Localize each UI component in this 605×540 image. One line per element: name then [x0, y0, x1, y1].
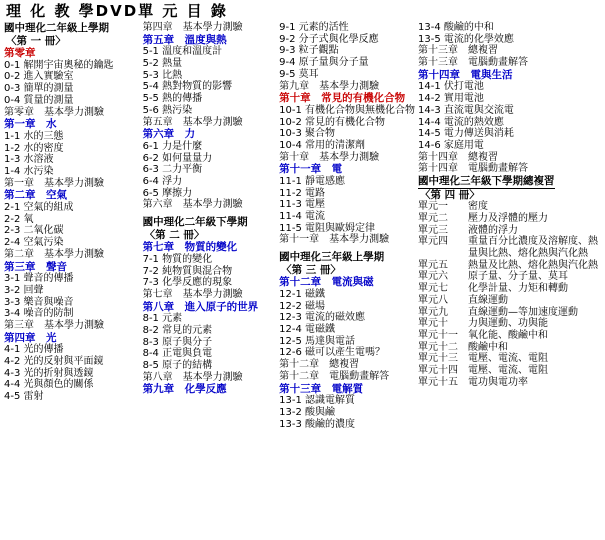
- list-item: 單元十 力與運動、功與能: [418, 318, 548, 330]
- list-item: 第七章 基本學力測驗: [142, 288, 243, 300]
- list-item: 9-5 莫耳: [279, 68, 319, 80]
- list-item: 0-3 簡單的測量: [4, 83, 74, 95]
- list-item: 14-6 家庭用電: [418, 139, 484, 151]
- list-item: 3-3 樂音與噪音: [4, 296, 74, 308]
- chapter-heading: 第十一章 電: [279, 163, 343, 176]
- list-item: 11-3 電壓: [279, 199, 325, 211]
- chapter-heading: 第五章 溫度與熱: [142, 33, 227, 46]
- chapter-heading: 第十二章 電流與磁: [279, 276, 374, 289]
- book-heading-text: 國中理化三年級下學期總複習: [418, 175, 555, 188]
- list-item: 14-5 電力傳送與消耗: [418, 128, 514, 140]
- list-item: 單元十一 氧化能、酸鹼中和: [418, 329, 548, 341]
- list-item: 2-3 二氧化碳: [4, 225, 64, 237]
- list-item: 6-4 浮力: [142, 175, 183, 187]
- list-item: 單元八 直線運動: [418, 294, 508, 306]
- list-item: 14-3 直流電與交流電: [418, 104, 514, 116]
- list-item: 9-2 分子式與化學反應: [279, 33, 379, 45]
- list-item: 第六章 基本學力測驗: [142, 199, 243, 211]
- list-item: 11-5 電阻與歐姆定律: [279, 222, 375, 234]
- list-item: 單元四 重量百分比濃度及溶解度、熱: [418, 236, 598, 248]
- list-item: 2-4 空氣污染: [4, 237, 64, 249]
- list-item: 6-1 力是什麼: [142, 140, 203, 152]
- list-item: 2-2 氧: [4, 213, 34, 225]
- list-item: 第十三章 電腦動畫解答: [418, 57, 528, 69]
- list-item: 8-2 常見的元素: [142, 324, 213, 336]
- list-item: 單元三 液體的浮力: [418, 224, 518, 236]
- list-item: 11-1 靜電感應: [279, 175, 345, 187]
- list-item: 13-5 電流的化學效應: [418, 33, 514, 45]
- list-item: 第三章 基本學力測驗: [4, 319, 104, 331]
- list-item: 9-3 粒子觀點: [279, 45, 339, 57]
- list-item: 12-2 磁場: [279, 300, 325, 312]
- list-item: 9-4 原子量與分子量: [279, 57, 369, 69]
- chapter-heading: 第二章 空氣: [4, 189, 67, 202]
- list-item: 第十二章 總複習: [279, 359, 360, 371]
- list-item: 1-3 水溶液: [4, 154, 54, 166]
- chapter-heading: 第九章 化學反應: [142, 383, 227, 396]
- list-item: 第十四章 電腦動畫解答: [418, 163, 528, 175]
- catalog-column-4: [418, 22, 601, 388]
- list-item: 3-4 噪音的防制: [4, 308, 74, 320]
- list-item: 4-1 光的傳播: [4, 344, 64, 356]
- volume-heading: 〈第 三 冊〉: [281, 263, 341, 276]
- list-item: 8-4 正電與負電: [142, 348, 213, 360]
- list-item: 6-5 摩擦力: [142, 187, 193, 199]
- list-item: 單元五 熱量及比熱、熔化熱與汽化熱: [418, 259, 598, 271]
- list-item: 5-2 熱量: [142, 58, 183, 69]
- list-item: 8-5 原子的結構: [142, 360, 213, 372]
- list-item: 第五章 基本學力測驗: [142, 116, 243, 128]
- list-item: 12-3 電流的磁效應: [279, 312, 365, 324]
- list-item: 4-3 光的折射與透鏡: [4, 367, 94, 379]
- list-item: 5-3 比熱: [142, 69, 183, 81]
- list-item: 單元十五 電功與電功率: [418, 376, 528, 388]
- chapter-heading: 第六章 力: [142, 128, 196, 141]
- list-item: 12-6 磁可以產生電嗎？: [279, 347, 385, 359]
- catalog-column-1: [4, 22, 140, 403]
- list-item: 5-5 熱的傳播: [142, 93, 203, 105]
- list-item: 0-2 進入實驗室: [4, 71, 74, 83]
- list-item: 7-3 化學反應的現象: [142, 277, 233, 289]
- list-item: 1-4 水污染: [4, 166, 54, 177]
- list-item: 單元十二 酸鹼中和: [418, 341, 508, 353]
- list-item: 第十章 基本學力測驗: [279, 151, 380, 163]
- chapter-heading: 第十三章 電解質: [279, 382, 364, 395]
- page-title: 理 化 教 學DVD單 元 目 錄: [6, 2, 228, 20]
- list-item: 13-4 酸鹼的中和: [418, 22, 494, 33]
- list-item: 13-3 酸鹼的濃度: [279, 418, 355, 430]
- list-item: 10-4 常用的清潔劑: [279, 139, 365, 151]
- list-item: 第四章 基本學力測驗: [142, 22, 243, 33]
- list-item: 第八章 基本學力測驗: [142, 371, 243, 383]
- list-item: 14-1 伏打電池: [418, 81, 484, 93]
- list-item: 9-1 元素的活性: [279, 22, 349, 33]
- book-heading: 國中理化二年級下學期: [142, 216, 248, 229]
- list-item: 14-2 實用電池: [418, 93, 484, 105]
- chapter-heading: 第十章 常見的有機化合物: [279, 92, 406, 105]
- list-item: 11-4 電流: [279, 211, 325, 223]
- catalog-column-3: [276, 22, 418, 430]
- list-item: 5-1 溫度和溫度計: [142, 46, 223, 58]
- list-item: 0-4 質量的測量: [4, 94, 74, 106]
- list-item: 單元六 原子量、分子量、莫耳: [418, 271, 568, 283]
- list-item: 1-2 水的密度: [4, 142, 64, 154]
- chapter-heading: 第七章 物質的變化: [142, 241, 238, 254]
- chapter-heading: 第零章: [4, 47, 36, 60]
- chapter-heading: 第十四章 電與生活: [418, 68, 513, 81]
- list-item: 3-2 回聲: [4, 284, 44, 296]
- list-item: 13-2 酸與鹼: [279, 406, 335, 418]
- list-item: 單元十四 電壓、電流、電阻: [418, 365, 548, 377]
- list-item: 第十四章 總複習: [418, 151, 498, 163]
- list-item: 5-4 熱對物質的影響: [142, 81, 233, 93]
- list-item: 11-2 電路: [279, 187, 325, 199]
- volume-heading: 〈第 二 冊〉: [144, 228, 205, 241]
- list-item: 第零章 基本學力測驗: [4, 106, 104, 118]
- list-item: 4-4 光與顏色的關係: [4, 379, 94, 391]
- list-item: 第二章 基本學力測驗: [4, 248, 104, 260]
- list-item: 10-3 聚合物: [279, 128, 335, 140]
- chapter-heading: 第四章 光: [4, 331, 57, 344]
- list-item: 10-2 常見的有機化合物: [279, 116, 385, 128]
- list-item: 4-2 光的反射與平面鏡: [4, 355, 104, 367]
- list-item: 5-6 熱污染: [142, 104, 193, 116]
- list-item: 1-1 水的三態: [4, 130, 64, 142]
- list-item: 7-1 物質的變化: [142, 253, 213, 265]
- list-item: 12-1 磁鐵: [279, 288, 325, 300]
- list-item: 單元二 壓力及浮體的壓力: [418, 212, 548, 224]
- catalog-columns: [4, 22, 601, 430]
- list-item: 單元九 直線運動—等加速度運動: [418, 306, 578, 318]
- list-item: 第九章 基本學力測驗: [279, 80, 380, 92]
- book-heading: 國中理化二年級上學期: [4, 22, 109, 34]
- list-item: 13-1 認識電解質: [279, 395, 355, 407]
- list-item: 第一章 基本學力測驗: [4, 177, 104, 189]
- list-item: 10-1 有機化合物與無機化合物: [279, 104, 415, 116]
- chapter-heading: 第三章 聲音: [4, 260, 67, 273]
- chapter-heading: 第一章 水: [4, 118, 57, 131]
- list-item: 單元十三 電壓、電流、電阻: [418, 353, 548, 365]
- list-item: 12-4 電磁鐵: [279, 324, 335, 336]
- list-item: 4-5 雷射: [4, 391, 44, 403]
- list-item: 8-3 原子與分子: [142, 336, 213, 348]
- volume-heading: 〈第 一 冊〉: [6, 34, 66, 47]
- book-heading: 國中理化三年級上學期: [279, 251, 385, 264]
- list-item: 3-1 聲音的傳播: [4, 273, 74, 285]
- list-item: 第十一章 基本學力測驗: [279, 234, 390, 246]
- chapter-heading: 第八章 進入原子的世界: [142, 300, 259, 313]
- volume-heading: 〈第 四 冊〉: [420, 188, 480, 201]
- list-item: 2-1 空氣的組成: [4, 202, 74, 213]
- list-item: 7-2 純物質與混合物: [142, 265, 233, 277]
- list-item: 量與比熱、熔化熱與汽化熱: [418, 248, 588, 260]
- catalog-column-2: [140, 22, 277, 396]
- list-item: 14-4 電流的熱效應: [418, 116, 504, 128]
- list-item: 單元七 化學計量、力矩和轉動: [418, 283, 568, 295]
- list-item: 12-5 馬達與電話: [279, 335, 355, 347]
- list-item: 單元一 密度: [418, 201, 488, 213]
- list-item: 8-1 元素: [142, 313, 183, 325]
- list-item: 第十三章 總複習: [418, 45, 498, 57]
- list-item: 6-3 二力平衡: [142, 164, 203, 176]
- list-item: 第十二章 電腦動畫解答: [279, 370, 390, 382]
- list-item: 6-2 如何量量力: [142, 152, 213, 164]
- book-heading: [418, 175, 598, 189]
- list-item: 0-1 解開宇宙奧秘的鑰匙: [4, 59, 114, 71]
